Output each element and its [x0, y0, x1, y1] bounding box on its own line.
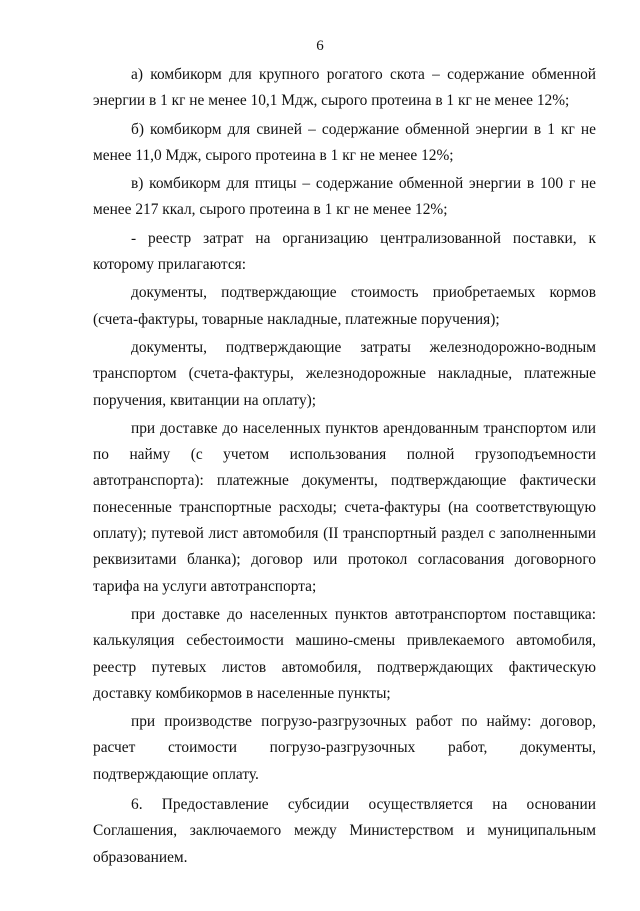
paragraph-cost-register: - реестр затрат на организацию централизованной поставки, к которому прилагаются:: [93, 229, 596, 274]
paragraph-rented-transport: при доставке до населенных пунктов арендованным транспортом или по найму (с учетом использования полной грузоподъемности автотранспорта): платежные документы, подтверждающие фактически понесенные транспортные расходы; счета-фактуры (на соответствующую оплату); путевой лист автомобиля (II транспортный раздел с заполненными реквизитами бланка); договор или протокол согласования договорного тарифа на услуги автотранспорта;: [93, 419, 596, 595]
paragraph-rail-water-transport: документы, подтверждающие затраты железнодорожно-водным транспортом (счета-фактуры, железнодорожные накладные, платежные поручения, квитанции на оплату);: [93, 338, 596, 409]
paragraph-subsidy-agreement: 6. Предоставление субсидии осуществляется на основании Соглашения, заключаемого между Министерством и муниципальным образованием.: [93, 796, 596, 866]
document-body: [93, 62, 596, 871]
paragraph-cattle-feed: а) комбикорм для крупного рогатого скота – содержание обменной энергии в 1 кг не менее 10,1 Мдж, сырого протеина в 1 кг не менее 12%;: [93, 66, 596, 110]
paragraph-pig-feed: б) комбикорм для свиней – содержание обменной энергии в 1 кг не менее 11,0 Мдж, сырого протеина в 1 кг не менее 12%;: [93, 120, 596, 164]
paragraph-supplier-transport: при доставке до населенных пунктов автотранспортом поставщика: калькуляция себестоимости машино-смены привлекаемого автомобиля, реестр путевых листов автомобиля, подтверждающих фактическую доставку комбикормов в населенные пункты;: [93, 605, 596, 702]
paragraph-loading-works: при производстве погрузо-разгрузочных работ по найму: договор, расчет стоимости погрузо-разгрузочных работ, документы, подтверждающие оплату.: [93, 713, 596, 783]
page-number: 6: [316, 38, 324, 54]
paragraph-feed-cost-documents: документы, подтверждающие стоимость приобретаемых кормов (счета-фактуры, товарные накладные, платежные поручения);: [93, 284, 596, 328]
paragraph-poultry-feed: в) комбикорм для птицы – содержание обменной энергии в 100 г не менее 217 ккал, сырого протеина в 1 кг не менее 12%;: [93, 175, 596, 219]
